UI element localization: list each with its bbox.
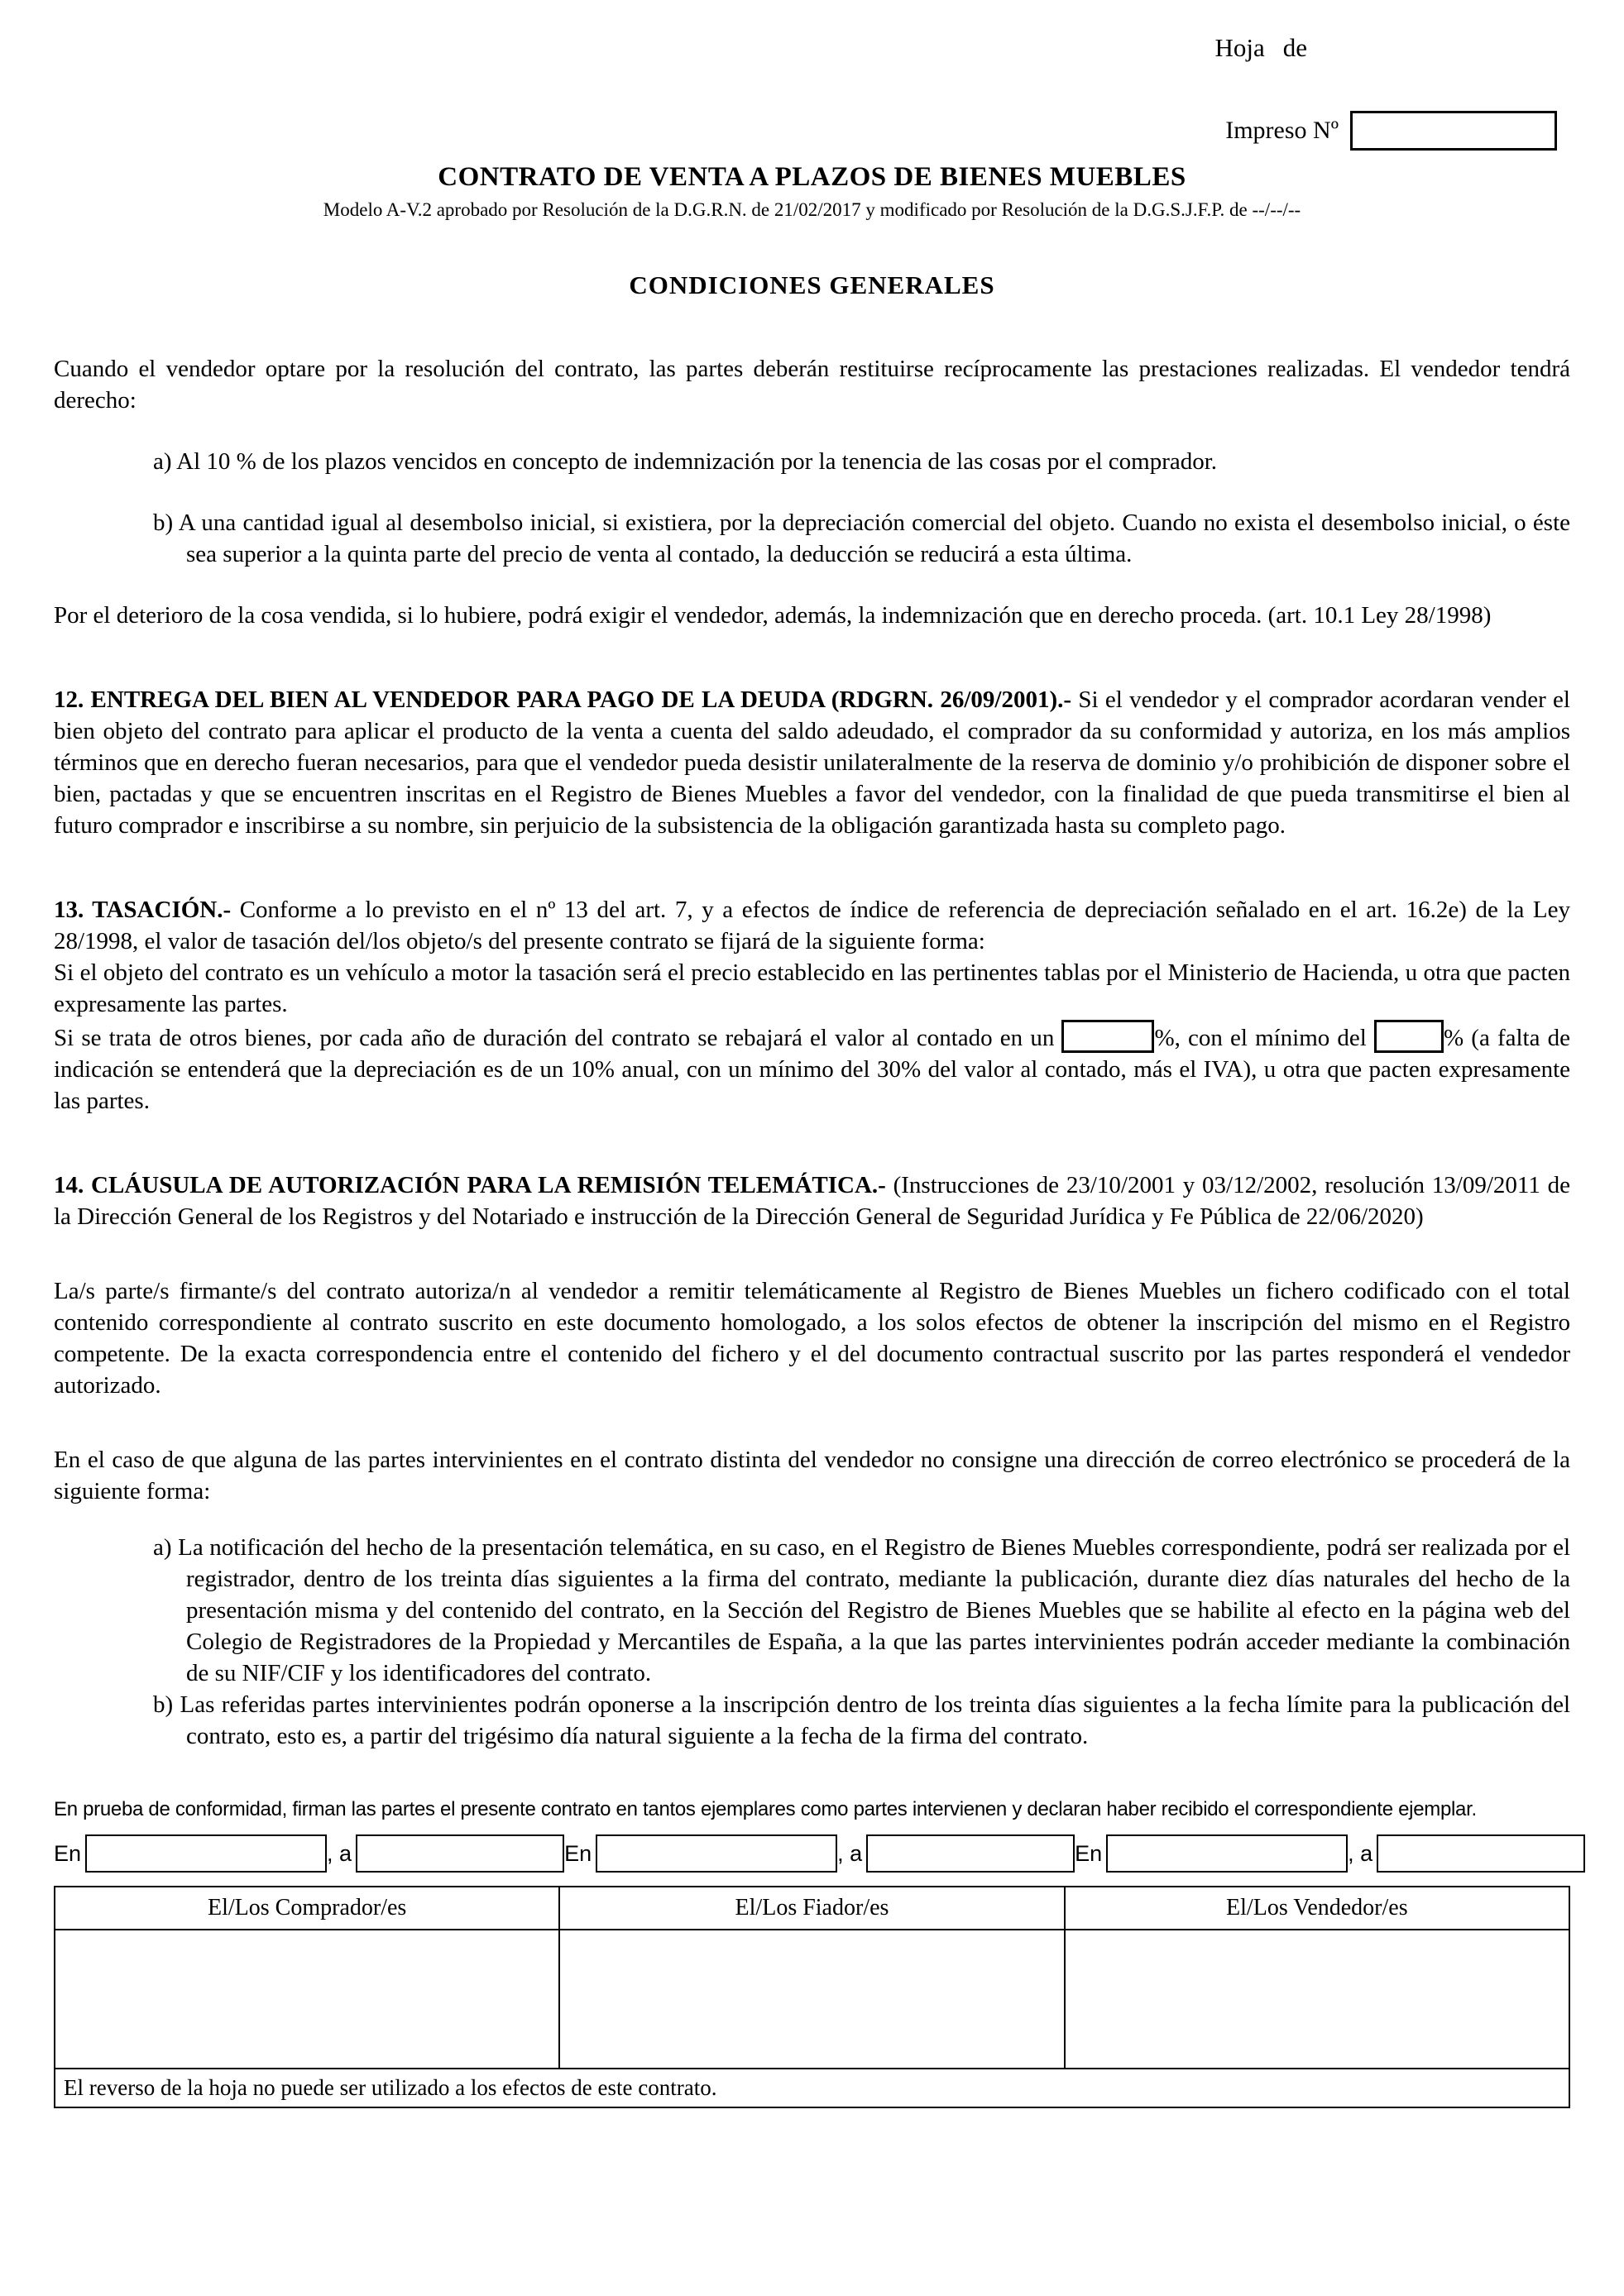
form-number-row bbox=[54, 111, 1557, 151]
clause-13-vehicles: Si el objeto del contrato es un vehículo a motor la tasación será el precio establecido en las pertinentes tablas por el Ministerio de Hacienda, u otra que pacten expresamente las partes. bbox=[54, 959, 1570, 1017]
place-date-group-1 bbox=[54, 1834, 564, 1873]
paragraph-resolution-intro: Cuando el vendedor optare por la resolución del contrato, las partes deberán restituirse recíprocamente las prestaciones realizadas. El vendedor tendrá derecho: bbox=[54, 356, 1570, 414]
place-date-group-3 bbox=[1075, 1834, 1585, 1873]
paragraph-telematic-authorization: La/s parte/s firmante/s del contrato autoriza/n al vendedor a remitir telemáticamente al Registro de Bienes Muebles un fichero codificado con el total contenido correspondiente al contrato suscrito en este documento homologado, a los solos efectos de obtener la inscripción del mismo en el Registro competente. De la exacta correspondencia entre el contenido del fichero y el del documento contractual suscrito por las partes responderá el vendedor autorizado. bbox=[54, 1278, 1570, 1399]
clause-14 bbox=[54, 1170, 1570, 1232]
en-label-1: En bbox=[54, 1840, 82, 1866]
date-input-3[interactable] bbox=[1377, 1834, 1585, 1873]
place-date-group-2 bbox=[564, 1834, 1075, 1873]
date-input-2[interactable] bbox=[866, 1834, 1075, 1873]
list-item-b-depreciation: b) A una cantidad igual al desembolso inicial, si existiera, por la depreciación comercial del objeto. Cuando no exista el desembolso inicial, o éste sea superior a la quinta parte del precio de venta al contado, la deducción se reducirá a esta última. bbox=[153, 509, 1570, 567]
list-item-a-indemnity: a) Al 10 % de los plazos vencidos en concepto de indemnización por la tenencia de las cosas por el comprador. bbox=[153, 448, 1218, 475]
clause-13-others-mid: %, con el mínimo del bbox=[1154, 1025, 1374, 1051]
sheet-number-label bbox=[1214, 33, 1307, 63]
hoja-word: Hoja bbox=[1214, 33, 1265, 62]
annual-depreciation-percent-input[interactable] bbox=[1061, 1020, 1154, 1053]
signature-place-date-row bbox=[54, 1834, 1570, 1873]
reverse-note-row bbox=[55, 2069, 1569, 2107]
list-item-b-opposition: b) Las referidas partes intervinientes podrán oponerse a la inscripción dentro de los treinta días siguientes a la fecha límite para la publicación del contrato, esto es, a partir del trigésimo día natural siguiente a la fecha de la firma del contrato. bbox=[153, 1691, 1570, 1749]
paragraph-no-email-procedure: En el caso de que alguna de las partes intervinientes en el contrato distinta del vendedor no consigne una dirección de correo electrónico se procederá de la siguiente forma: bbox=[54, 1447, 1570, 1504]
conformity-note: En prueba de conformidad, firman las partes el presente contrato en tantos ejemplares como partes intervienen y declaran haber recibido el correspondiente ejemplar. bbox=[54, 1798, 1477, 1820]
paragraph-deterioro: Por el deterioro de la cosa vendida, si lo hubiere, podrá exigir el vendedor, además, la indemnización que en derecho proceda. (art. 10.1 Ley 28/1998) bbox=[54, 602, 1492, 629]
document-subtitle: Modelo A-V.2 aprobado por Resolución de la D.G.R.N. de 21/02/2017 y modificado por Resolución de la D.G.S.J.F.P. de --/--/-- bbox=[323, 199, 1301, 220]
guarantors-signature-area[interactable] bbox=[559, 1930, 1064, 2069]
guarantors-column-header: El/Los Fiador/es bbox=[559, 1887, 1064, 1930]
section-heading: CONDICIONES GENERALES bbox=[629, 270, 995, 299]
clause-14-instructions: (Instrucciones de 23/10/2001 y 03/12/2002, resolución 13/09/2011 de la Dirección General de los Registros y del Notariado e instrucción de la Dirección General de Seguridad Jurídica y Fe Pública de 22/06/2020) bbox=[54, 1172, 1570, 1230]
impreso-number-input[interactable] bbox=[1350, 111, 1557, 151]
buyers-signature-area[interactable] bbox=[55, 1930, 559, 2069]
en-label-3: En bbox=[1075, 1840, 1103, 1866]
clause-12-text: Si el vendedor y el comprador acordaran vender el bien objeto del contrato para aplicar el producto de la venta a cuenta del saldo adeudado, el comprador da su conformidad y autoriza, en los más amplios términos que en derecho fueran necesarios, para que el vendedor pueda desistir unilateralmente de la reserva de dominio y/o prohibición de disponer sobre el bien, pactadas y que se encuentren inscritas en el Registro de Bienes Muebles a favor del vendedor, con la finalidad de que pueda transmitirse el bien al futuro comprador e inscribirse a su nombre, sin perjuicio de la subsistencia de la obligación garantizada hasta su completo pago. bbox=[54, 686, 1570, 839]
sellers-column-header: El/Los Vendedor/es bbox=[1065, 1887, 1569, 1930]
minimum-depreciation-percent-input[interactable] bbox=[1374, 1020, 1444, 1053]
clause-13-intro-text: Conforme a lo previsto en el nº 13 del art. 7, y a efectos de índice de referencia de depreciación señalado en el art. 16.2e) de la Ley 28/1998, el valor de tasación del/los objeto/s del presente contrato se fijará de la siguiente forma: bbox=[54, 897, 1570, 954]
signatures-header-row bbox=[55, 1887, 1569, 1930]
clause-13-intro bbox=[54, 894, 1570, 957]
a-label-3: , a bbox=[1348, 1840, 1373, 1866]
reverse-note: El reverso de la hoja no puede ser utilizado a los efectos de este contrato. bbox=[55, 2069, 1569, 2107]
place-input-1[interactable] bbox=[85, 1834, 327, 1873]
clause-13-title: 13. TASACIÓN.- bbox=[54, 897, 232, 923]
clause-13-others-pre: Si se trata de otros bienes, por cada año de duración del contrato se rebajará el valor al contado en un bbox=[54, 1025, 1062, 1051]
clause-13-others-post: % (a falta de indicación se entenderá que la depreciación es de un 10% anual, con un mínimo del 30% del valor al contado, más el IVA), u otra que pacten expresamente las partes. bbox=[54, 1025, 1570, 1114]
list-item-a-notification: a) La notificación del hecho de la presentación telemática, en su caso, en el Registro de Bienes Muebles correspondiente, podrá ser realizada por el registrador, dentro de los treinta días siguientes a la firma del contrato, mediante la publicación, durante diez días naturales del hecho de la presentación misma y del contenido del contrato, en la Sección del Registro de Bienes Muebles que se habilite al efecto en la página web del Colegio de Registradores de la Propiedad y Mercantiles de España, a la que las partes intervinientes podrán acceder mediante la combinación de su NIF/CIF y los identificadores del contrato. bbox=[153, 1534, 1570, 1686]
clause-12 bbox=[54, 684, 1570, 841]
clause-14-title: 14. CLÁUSULA DE AUTORIZACIÓN PARA LA REMISIÓN TELEMÁTICA.- bbox=[54, 1172, 886, 1198]
sellers-signature-area[interactable] bbox=[1065, 1930, 1569, 2069]
signatures-table bbox=[54, 1886, 1570, 2108]
a-label-1: , a bbox=[327, 1840, 352, 1866]
date-input-1[interactable] bbox=[356, 1834, 564, 1873]
a-label-2: , a bbox=[837, 1840, 863, 1866]
de-word: de bbox=[1282, 33, 1307, 62]
document-title: CONTRATO DE VENTA A PLAZOS DE BIENES MUEBLES bbox=[438, 162, 1186, 192]
impreso-label: Impreso Nº bbox=[1225, 117, 1339, 144]
clause-12-title: 12. ENTREGA DEL BIEN AL VENDEDOR PARA PAGO DE LA DEUDA (RDGRN. 26/09/2001).- bbox=[54, 686, 1072, 713]
buyers-column-header: El/Los Comprador/es bbox=[55, 1887, 559, 1930]
signatures-space-row bbox=[55, 1930, 1569, 2069]
clause-13-other-goods bbox=[54, 1020, 1570, 1117]
place-input-3[interactable] bbox=[1106, 1834, 1348, 1873]
place-input-2[interactable] bbox=[596, 1834, 837, 1873]
en-label-2: En bbox=[564, 1840, 592, 1866]
